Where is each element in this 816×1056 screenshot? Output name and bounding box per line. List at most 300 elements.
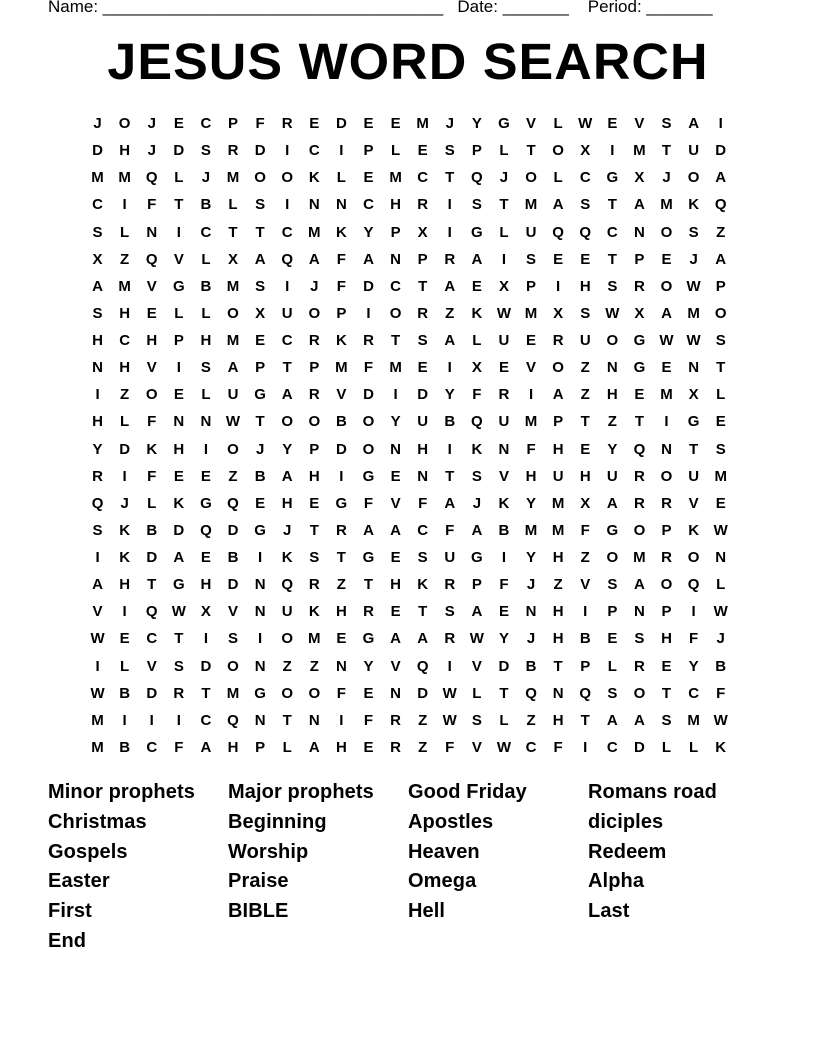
grid-cell[interactable]: U: [498, 332, 510, 349]
grid-cell[interactable]: R: [308, 386, 320, 404]
grid-cell[interactable]: M: [226, 332, 240, 349]
grid-cell[interactable]: M: [118, 169, 131, 187]
grid-cell[interactable]: E: [526, 332, 537, 349]
grid-cell[interactable]: G: [633, 332, 646, 349]
grid-cell[interactable]: S: [200, 359, 211, 377]
grid-cell[interactable]: V: [92, 603, 103, 621]
grid-cell[interactable]: M: [389, 169, 402, 187]
grid-cell[interactable]: K: [308, 603, 320, 621]
grid-cell[interactable]: Z: [580, 359, 590, 377]
grid-cell[interactable]: N: [606, 359, 618, 377]
grid-cell[interactable]: E: [390, 467, 401, 485]
grid-cell[interactable]: H: [661, 630, 672, 648]
grid-cell[interactable]: P: [309, 440, 320, 458]
grid-cell[interactable]: N: [254, 576, 266, 594]
grid-cell[interactable]: M: [687, 711, 700, 729]
grid-cell[interactable]: L: [499, 223, 509, 241]
grid-cell[interactable]: I: [339, 467, 344, 485]
grid-cell[interactable]: O: [362, 440, 375, 458]
grid-cell[interactable]: V: [688, 494, 699, 512]
grid-cell[interactable]: W: [659, 332, 674, 349]
grid-cell[interactable]: A: [92, 277, 103, 295]
grid-cell[interactable]: C: [200, 711, 212, 729]
grid-cell[interactable]: T: [418, 603, 428, 621]
grid-cell[interactable]: T: [174, 630, 184, 648]
grid-cell[interactable]: M: [91, 169, 104, 187]
grid-cell[interactable]: N: [92, 359, 103, 377]
grid-cell[interactable]: L: [553, 169, 563, 187]
grid-cell[interactable]: R: [417, 304, 429, 322]
grid-cell[interactable]: I: [176, 223, 181, 241]
grid-cell[interactable]: C: [417, 521, 429, 539]
grid-cell[interactable]: T: [255, 223, 265, 241]
grid-cell[interactable]: M: [524, 521, 538, 539]
grid-cell[interactable]: K: [119, 549, 131, 566]
grid-cell[interactable]: J: [310, 277, 319, 295]
grid-cell[interactable]: E: [390, 549, 401, 566]
grid-cell[interactable]: N: [254, 711, 266, 729]
grid-cell[interactable]: H: [552, 603, 564, 621]
grid-cell[interactable]: M: [714, 467, 727, 485]
grid-cell[interactable]: Q: [525, 684, 537, 702]
grid-cell[interactable]: A: [634, 576, 645, 594]
grid-cell[interactable]: V: [173, 250, 184, 268]
grid-cell[interactable]: O: [254, 169, 266, 187]
grid-cell[interactable]: V: [526, 115, 537, 132]
grid-cell[interactable]: M: [524, 304, 538, 322]
grid-cell[interactable]: L: [390, 142, 401, 160]
grid-cell[interactable]: D: [335, 440, 347, 458]
grid-cell[interactable]: F: [363, 359, 374, 377]
grid-cell[interactable]: I: [501, 250, 507, 268]
grid-cell[interactable]: G: [687, 413, 700, 431]
grid-cell[interactable]: S: [471, 196, 482, 214]
grid-cell[interactable]: X: [255, 304, 266, 322]
grid-cell[interactable]: U: [227, 386, 239, 404]
grid-cell[interactable]: P: [255, 359, 266, 377]
grid-cell[interactable]: F: [689, 630, 699, 648]
grid-cell[interactable]: T: [526, 142, 536, 160]
grid-cell[interactable]: E: [309, 115, 320, 132]
grid-cell[interactable]: T: [147, 576, 157, 594]
grid-cell[interactable]: E: [363, 684, 374, 702]
grid-cell[interactable]: X: [417, 223, 428, 241]
grid-cell[interactable]: G: [362, 630, 375, 648]
grid-cell[interactable]: N: [146, 223, 158, 241]
grid-cell[interactable]: A: [634, 711, 645, 729]
grid-cell[interactable]: H: [579, 277, 591, 295]
grid-cell[interactable]: E: [580, 440, 591, 458]
grid-cell[interactable]: O: [227, 304, 239, 322]
grid-cell[interactable]: P: [661, 521, 672, 539]
grid-cell[interactable]: P: [553, 413, 564, 431]
grid-cell[interactable]: T: [201, 684, 211, 702]
grid-cell[interactable]: I: [95, 386, 100, 404]
grid-cell[interactable]: A: [444, 277, 456, 295]
grid-cell[interactable]: N: [308, 711, 320, 729]
grid-cell[interactable]: R: [363, 603, 374, 621]
grid-cell[interactable]: Z: [309, 657, 319, 675]
grid-cell[interactable]: L: [472, 332, 482, 349]
grid-cell[interactable]: R: [281, 115, 293, 132]
grid-cell[interactable]: A: [363, 521, 374, 539]
grid-cell[interactable]: C: [390, 277, 401, 295]
grid-cell[interactable]: J: [499, 169, 509, 187]
grid-cell[interactable]: F: [363, 711, 374, 729]
grid-cell[interactable]: Y: [471, 115, 482, 132]
grid-cell[interactable]: A: [444, 494, 456, 512]
grid-cell[interactable]: Q: [552, 223, 564, 241]
grid-cell[interactable]: T: [363, 576, 374, 594]
grid-cell[interactable]: N: [390, 684, 401, 702]
grid-cell[interactable]: M: [633, 142, 646, 160]
grid-cell[interactable]: W: [442, 711, 457, 729]
grid-cell[interactable]: Y: [688, 657, 699, 675]
grid-cell[interactable]: H: [281, 494, 293, 512]
grid-cell[interactable]: I: [610, 142, 615, 160]
grid-cell[interactable]: S: [92, 521, 103, 539]
grid-cell[interactable]: O: [281, 413, 294, 431]
grid-cell[interactable]: V: [336, 386, 347, 404]
grid-cell[interactable]: H: [525, 467, 537, 485]
grid-cell[interactable]: E: [173, 386, 184, 404]
grid-cell[interactable]: E: [363, 738, 374, 756]
grid-cell[interactable]: I: [528, 386, 534, 404]
grid-cell[interactable]: X: [200, 603, 211, 621]
grid-cell[interactable]: T: [607, 196, 617, 214]
grid-cell[interactable]: B: [444, 413, 456, 431]
grid-cell[interactable]: B: [119, 738, 131, 756]
grid-cell[interactable]: J: [147, 115, 156, 132]
grid-cell[interactable]: E: [119, 630, 130, 648]
grid-cell[interactable]: S: [661, 115, 672, 132]
grid-cell[interactable]: T: [309, 521, 319, 539]
grid-cell[interactable]: T: [255, 413, 265, 431]
grid-cell[interactable]: I: [95, 549, 100, 566]
grid-cell[interactable]: W: [90, 630, 105, 648]
grid-cell[interactable]: B: [227, 549, 239, 566]
grid-cell[interactable]: P: [715, 277, 726, 295]
grid-cell[interactable]: O: [633, 521, 646, 539]
grid-cell[interactable]: D: [363, 277, 374, 295]
grid-cell[interactable]: T: [580, 413, 590, 431]
grid-cell[interactable]: S: [634, 630, 645, 648]
grid-cell[interactable]: D: [227, 576, 239, 594]
grid-cell[interactable]: W: [225, 413, 241, 431]
grid-cell[interactable]: A: [173, 549, 185, 566]
grid-cell[interactable]: I: [285, 277, 290, 295]
grid-cell[interactable]: L: [201, 386, 211, 404]
grid-cell[interactable]: D: [173, 142, 185, 160]
grid-cell[interactable]: A: [552, 386, 564, 404]
grid-cell[interactable]: H: [227, 738, 239, 756]
grid-cell[interactable]: O: [660, 277, 673, 295]
grid-cell[interactable]: J: [526, 576, 536, 594]
grid-cell[interactable]: B: [579, 630, 591, 648]
grid-cell[interactable]: T: [661, 142, 672, 160]
grid-cell[interactable]: J: [120, 494, 129, 512]
grid-cell[interactable]: I: [556, 277, 561, 295]
grid-cell[interactable]: E: [661, 359, 672, 377]
grid-cell[interactable]: Z: [120, 250, 130, 268]
grid-cell[interactable]: D: [200, 657, 212, 675]
grid-cell[interactable]: V: [228, 603, 239, 621]
grid-cell[interactable]: W: [171, 603, 186, 621]
grid-cell[interactable]: O: [227, 440, 239, 458]
grid-cell[interactable]: I: [447, 196, 452, 214]
grid-cell[interactable]: J: [472, 494, 482, 512]
grid-cell[interactable]: J: [147, 142, 156, 160]
grid-cell[interactable]: L: [716, 576, 726, 594]
grid-cell[interactable]: M: [226, 277, 240, 295]
grid-cell[interactable]: P: [336, 304, 347, 322]
grid-cell[interactable]: R: [444, 576, 456, 594]
grid-cell[interactable]: P: [173, 332, 184, 349]
grid-cell[interactable]: R: [308, 332, 320, 349]
grid-cell[interactable]: P: [363, 142, 374, 160]
grid-cell[interactable]: H: [390, 576, 401, 594]
grid-cell[interactable]: F: [336, 250, 346, 268]
grid-cell[interactable]: X: [498, 277, 509, 295]
grid-cell[interactable]: Z: [580, 549, 590, 566]
grid-cell[interactable]: A: [606, 494, 618, 512]
grid-cell[interactable]: A: [363, 250, 374, 268]
grid-cell[interactable]: D: [417, 684, 429, 702]
grid-cell[interactable]: T: [445, 467, 455, 485]
grid-cell[interactable]: W: [713, 711, 728, 729]
grid-cell[interactable]: L: [553, 115, 563, 132]
grid-cell[interactable]: J: [662, 169, 671, 187]
grid-cell[interactable]: T: [689, 440, 699, 458]
grid-cell[interactable]: Y: [526, 549, 537, 566]
grid-cell[interactable]: K: [715, 738, 727, 756]
grid-cell[interactable]: F: [472, 386, 482, 404]
grid-cell[interactable]: M: [551, 494, 565, 512]
grid-cell[interactable]: G: [606, 521, 619, 539]
grid-cell[interactable]: G: [172, 576, 185, 594]
grid-cell[interactable]: M: [91, 711, 104, 729]
grid-cell[interactable]: T: [661, 684, 672, 702]
grid-cell[interactable]: T: [499, 684, 509, 702]
grid-cell[interactable]: U: [688, 142, 700, 160]
date-field[interactable]: Date: _______: [457, 0, 569, 16]
grid-cell[interactable]: P: [390, 223, 401, 241]
grid-cell[interactable]: U: [606, 467, 618, 485]
grid-cell[interactable]: T: [553, 657, 563, 675]
grid-cell[interactable]: D: [146, 684, 158, 702]
grid-cell[interactable]: B: [200, 196, 212, 214]
grid-cell[interactable]: R: [498, 386, 510, 404]
grid-cell[interactable]: U: [444, 549, 456, 566]
grid-cell[interactable]: L: [174, 304, 184, 322]
grid-cell[interactable]: L: [201, 250, 211, 268]
grid-cell[interactable]: O: [633, 684, 646, 702]
grid-cell[interactable]: N: [525, 603, 537, 621]
grid-cell[interactable]: L: [607, 657, 617, 675]
grid-cell[interactable]: I: [122, 603, 127, 621]
grid-cell[interactable]: Q: [200, 521, 212, 539]
grid-cell[interactable]: R: [335, 521, 347, 539]
name-field[interactable]: Name: ____________________________________: [48, 0, 444, 16]
grid-cell[interactable]: X: [688, 386, 699, 404]
grid-cell[interactable]: S: [200, 142, 211, 160]
grid-cell[interactable]: E: [390, 115, 401, 132]
grid-cell[interactable]: E: [715, 494, 726, 512]
grid-cell[interactable]: F: [553, 738, 563, 756]
grid-cell[interactable]: M: [226, 684, 240, 702]
grid-cell[interactable]: Q: [633, 440, 646, 458]
grid-cell[interactable]: S: [688, 223, 699, 241]
grid-cell[interactable]: O: [281, 684, 294, 702]
grid-cell[interactable]: Q: [471, 169, 483, 187]
grid-cell[interactable]: O: [525, 169, 537, 187]
grid-cell[interactable]: T: [174, 196, 184, 214]
grid-cell[interactable]: Y: [363, 223, 374, 241]
grid-cell[interactable]: S: [255, 277, 266, 295]
grid-cell[interactable]: I: [258, 630, 263, 648]
grid-cell[interactable]: T: [282, 711, 292, 729]
grid-cell[interactable]: N: [335, 196, 347, 214]
grid-cell[interactable]: P: [471, 142, 482, 160]
grid-cell[interactable]: M: [308, 223, 321, 241]
grid-cell[interactable]: Y: [390, 413, 401, 431]
grid-cell[interactable]: I: [339, 142, 344, 160]
grid-cell[interactable]: N: [390, 440, 401, 458]
grid-cell[interactable]: F: [716, 684, 726, 702]
grid-cell[interactable]: S: [228, 630, 239, 648]
grid-cell[interactable]: O: [660, 467, 673, 485]
grid-cell[interactable]: M: [687, 304, 700, 322]
grid-cell[interactable]: F: [445, 521, 455, 539]
grid-cell[interactable]: U: [552, 467, 564, 485]
grid-cell[interactable]: L: [689, 738, 699, 756]
grid-cell[interactable]: G: [254, 386, 266, 404]
grid-cell[interactable]: A: [254, 250, 266, 268]
grid-cell[interactable]: B: [119, 684, 131, 702]
grid-cell[interactable]: Y: [444, 386, 455, 404]
grid-cell[interactable]: H: [417, 440, 429, 458]
grid-cell[interactable]: Z: [418, 738, 428, 756]
grid-cell[interactable]: E: [634, 386, 645, 404]
grid-cell[interactable]: K: [335, 332, 347, 349]
grid-cell[interactable]: U: [498, 413, 510, 431]
grid-cell[interactable]: L: [147, 494, 157, 512]
grid-cell[interactable]: K: [498, 494, 510, 512]
grid-cell[interactable]: V: [390, 494, 401, 512]
grid-cell[interactable]: A: [634, 196, 645, 214]
grid-cell[interactable]: X: [634, 169, 645, 187]
grid-cell[interactable]: Q: [714, 196, 727, 214]
grid-cell[interactable]: S: [92, 304, 103, 322]
grid-cell[interactable]: V: [498, 467, 509, 485]
grid-cell[interactable]: R: [173, 684, 185, 702]
grid-cell[interactable]: X: [580, 142, 591, 160]
grid-cell[interactable]: A: [444, 332, 456, 349]
grid-cell[interactable]: S: [607, 576, 618, 594]
grid-cell[interactable]: P: [634, 250, 645, 268]
grid-cell[interactable]: E: [173, 467, 184, 485]
grid-cell[interactable]: E: [607, 115, 618, 132]
grid-cell[interactable]: O: [660, 223, 673, 241]
grid-cell[interactable]: O: [552, 359, 564, 377]
grid-cell[interactable]: Z: [607, 413, 617, 431]
grid-cell[interactable]: L: [661, 738, 672, 756]
grid-cell[interactable]: X: [553, 304, 564, 322]
grid-cell[interactable]: W: [496, 304, 512, 322]
grid-cell[interactable]: I: [95, 657, 100, 675]
grid-cell[interactable]: N: [200, 413, 212, 431]
grid-cell[interactable]: S: [607, 277, 618, 295]
grid-cell[interactable]: I: [447, 359, 452, 377]
grid-cell[interactable]: J: [283, 521, 292, 539]
grid-cell[interactable]: H: [308, 467, 320, 485]
grid-cell[interactable]: M: [335, 359, 348, 377]
grid-cell[interactable]: I: [122, 196, 127, 214]
grid-cell[interactable]: E: [498, 359, 509, 377]
grid-cell[interactable]: P: [580, 657, 591, 675]
grid-cell[interactable]: O: [308, 304, 321, 322]
grid-cell[interactable]: R: [552, 332, 564, 349]
grid-cell[interactable]: Q: [145, 603, 158, 621]
grid-cell[interactable]: G: [362, 467, 375, 485]
grid-cell[interactable]: C: [146, 630, 158, 648]
grid-cell[interactable]: I: [447, 657, 452, 675]
grid-cell[interactable]: Y: [498, 630, 509, 648]
grid-cell[interactable]: M: [389, 359, 402, 377]
grid-cell[interactable]: Z: [526, 711, 536, 729]
grid-cell[interactable]: N: [335, 657, 347, 675]
grid-cell[interactable]: G: [471, 223, 483, 241]
grid-cell[interactable]: M: [660, 196, 673, 214]
grid-cell[interactable]: C: [525, 738, 537, 756]
grid-cell[interactable]: I: [122, 467, 127, 485]
grid-cell[interactable]: I: [149, 711, 154, 729]
grid-cell[interactable]: E: [255, 332, 266, 349]
grid-cell[interactable]: G: [254, 684, 266, 702]
grid-cell[interactable]: I: [393, 386, 398, 404]
grid-cell[interactable]: K: [146, 440, 158, 458]
grid-cell[interactable]: I: [203, 630, 208, 648]
grid-cell[interactable]: E: [580, 250, 591, 268]
grid-cell[interactable]: B: [254, 467, 266, 485]
grid-cell[interactable]: E: [661, 657, 672, 675]
grid-cell[interactable]: O: [606, 549, 619, 566]
grid-cell[interactable]: H: [92, 413, 103, 431]
grid-cell[interactable]: G: [200, 494, 212, 512]
grid-cell[interactable]: I: [366, 304, 371, 322]
grid-cell[interactable]: Q: [145, 169, 158, 187]
grid-cell[interactable]: Z: [120, 386, 130, 404]
grid-cell[interactable]: A: [661, 304, 672, 322]
grid-cell[interactable]: P: [471, 576, 482, 594]
grid-cell[interactable]: O: [308, 684, 321, 702]
grid-cell[interactable]: N: [390, 250, 401, 268]
grid-cell[interactable]: A: [390, 630, 401, 648]
grid-cell[interactable]: N: [634, 603, 645, 621]
grid-cell[interactable]: A: [281, 386, 293, 404]
grid-cell[interactable]: F: [147, 467, 157, 485]
grid-cell[interactable]: N: [715, 549, 727, 566]
grid-cell[interactable]: P: [607, 603, 618, 621]
grid-cell[interactable]: G: [606, 169, 619, 187]
grid-cell[interactable]: J: [255, 440, 265, 458]
grid-cell[interactable]: I: [285, 142, 290, 160]
grid-cell[interactable]: O: [389, 304, 402, 322]
grid-cell[interactable]: C: [688, 684, 700, 702]
grid-cell[interactable]: T: [580, 711, 590, 729]
grid-cell[interactable]: H: [606, 386, 618, 404]
grid-cell[interactable]: F: [580, 521, 590, 539]
